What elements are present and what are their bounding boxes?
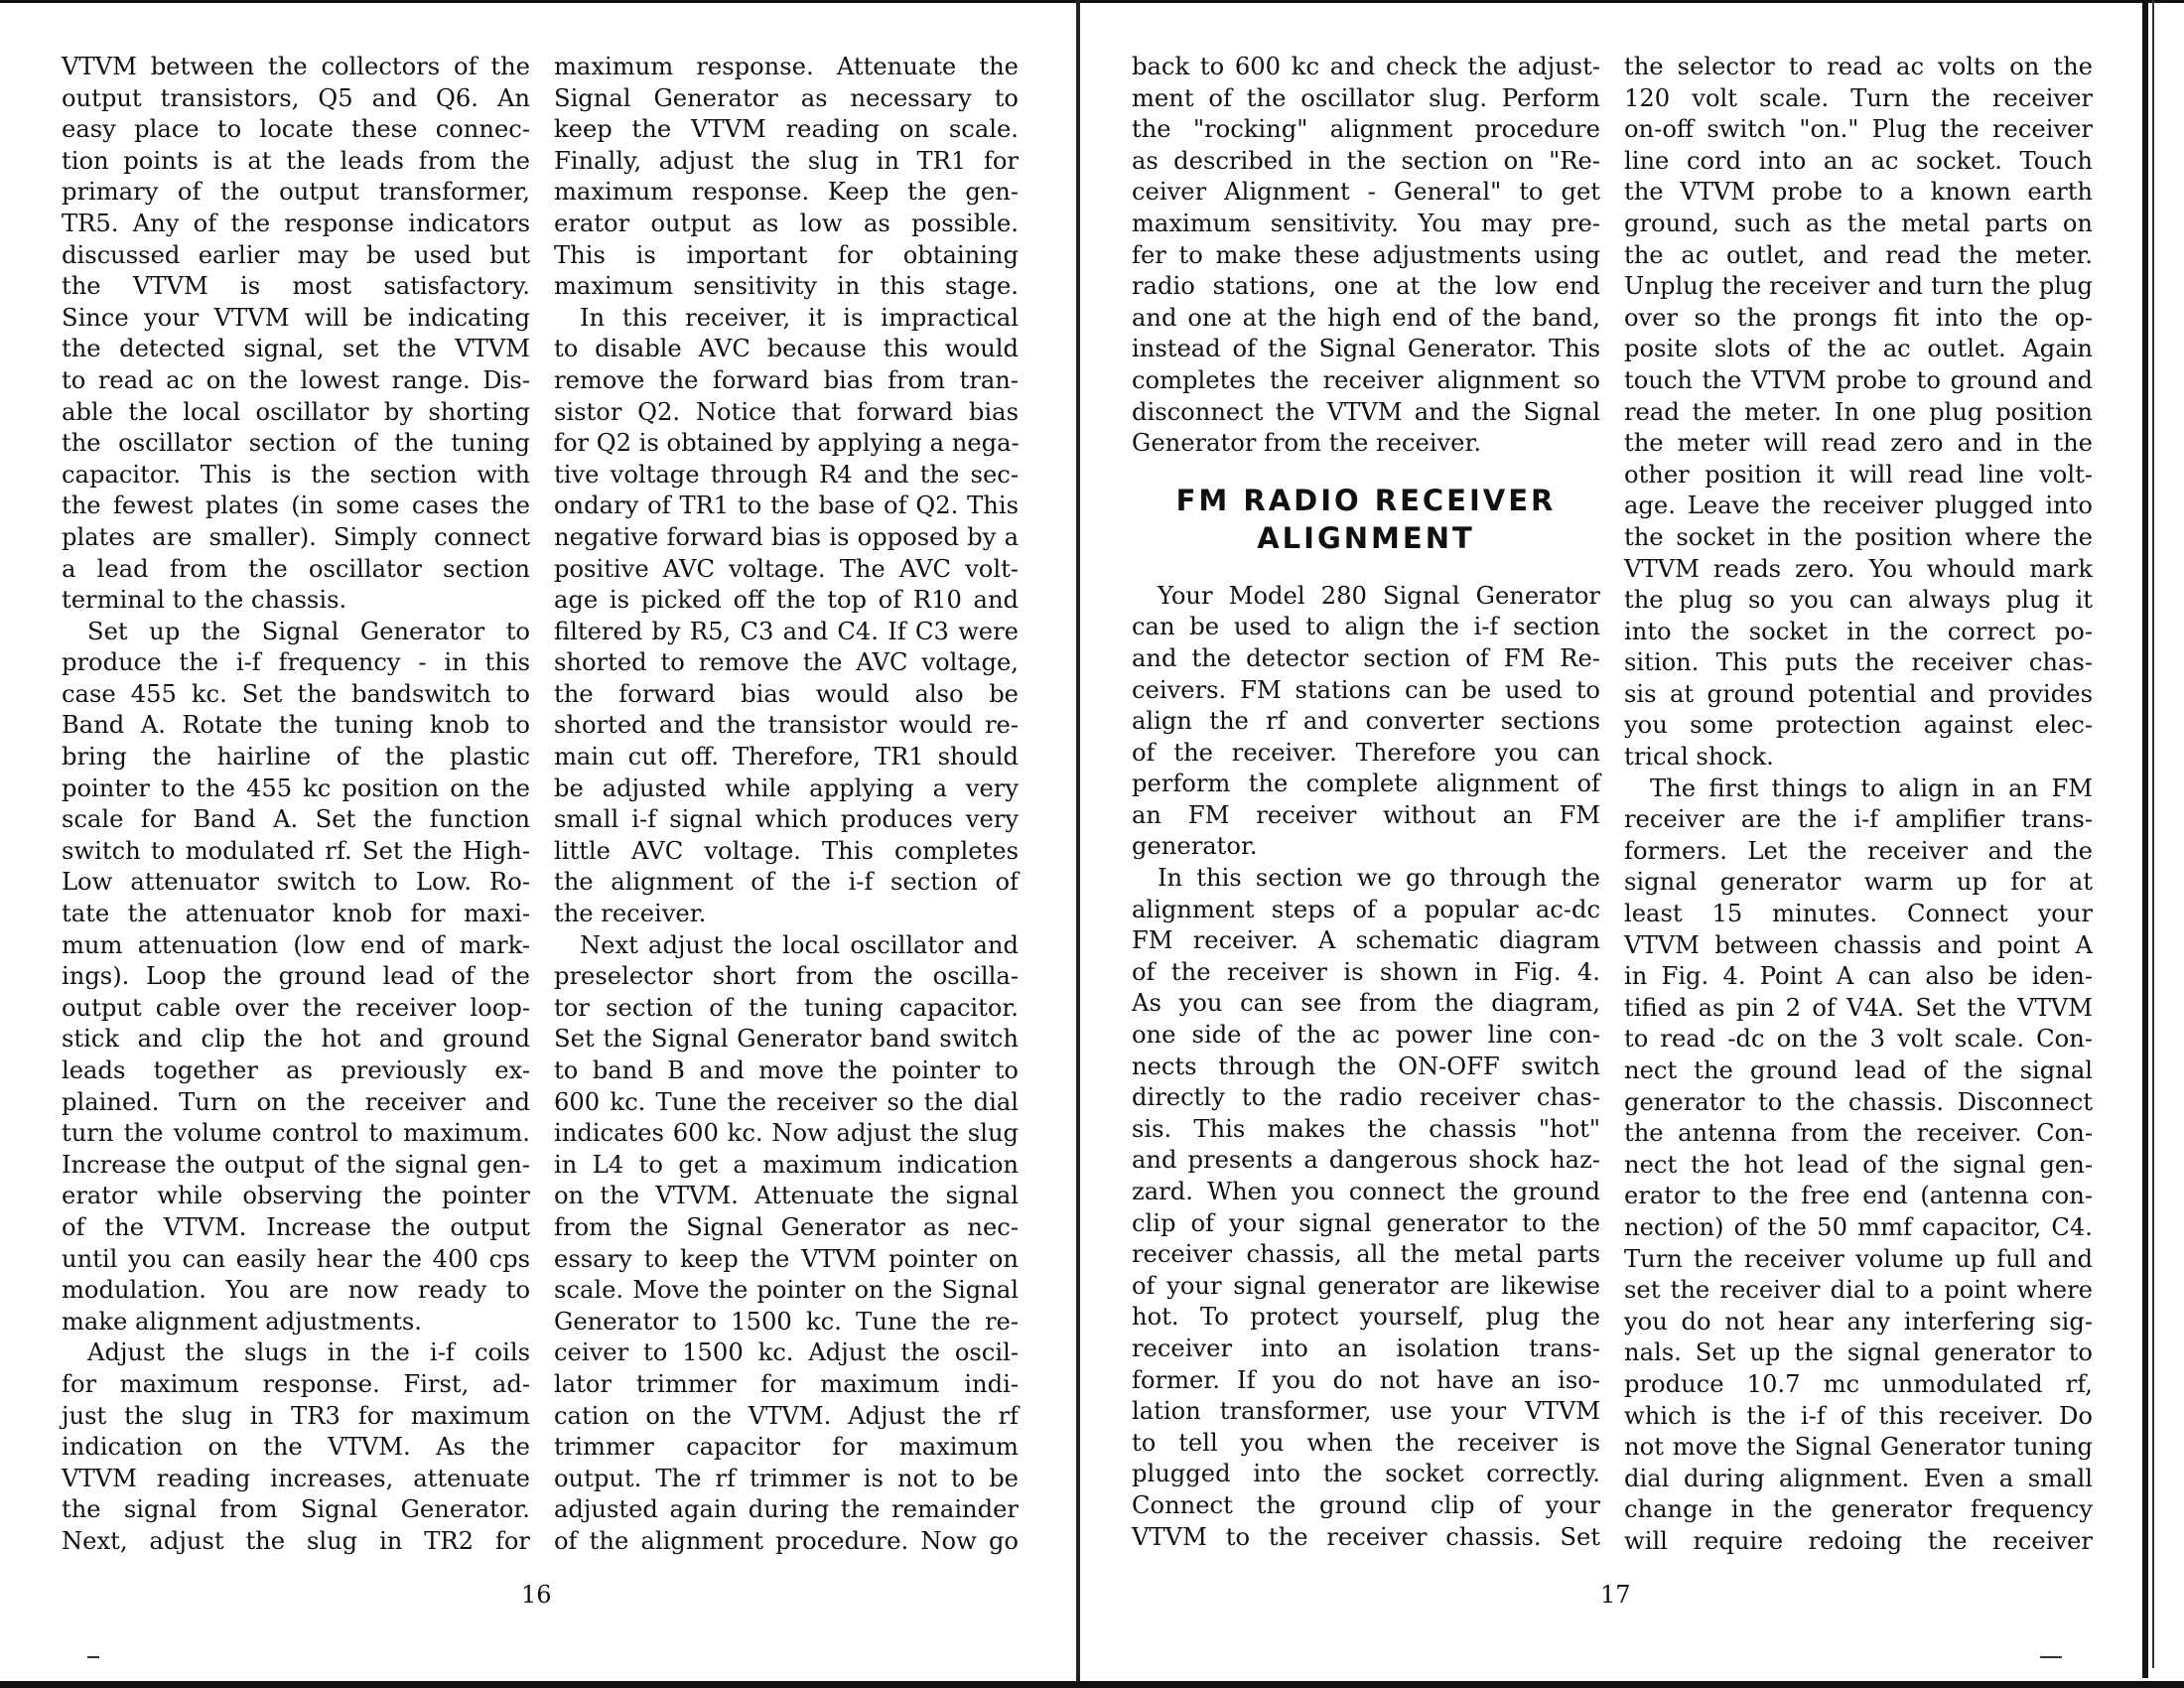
text-line: hot. To protect yourself, plug the [1132,1303,1600,1332]
text-line: the meter will read zero and in the [1624,429,2093,458]
text-line: dial during alignment. Even a small [1624,1464,2093,1492]
page-top-edge [0,0,2184,3]
text-line: of the alignment procedure. Now go [554,1526,1019,1555]
text-line: 120 volt scale. Turn the receiver [1624,83,2093,112]
text-line: sis. This makes the chassis "hot" [1132,1114,1600,1143]
text-line: the "rocking" alignment procedure [1132,115,1600,144]
text-line: and one at the high end of the band, [1132,303,1600,332]
text-line: remove the forward bias from tran- [554,365,1019,394]
text-line: indicates 600 kc. Now adjust the slug [554,1119,1019,1148]
text-line: over so the prongs fit into the op- [1624,303,2093,332]
text-line: Turn the receiver volume up full and [1624,1244,2093,1273]
text-line: the forward bias would also be [554,679,1019,708]
text-line: able the local oscillator by shorting [62,397,530,426]
text-line: adjusted again during the remainder [554,1495,1019,1524]
text-line: cation on the VTVM. Adjust the rf [554,1401,1019,1430]
text-line: clip of your signal generator to the [1132,1208,1600,1237]
text-line: to band B and move the pointer to [554,1056,1019,1084]
text-line: keep the VTVM reading on scale. [554,115,1019,144]
column-text-after-heading [1132,581,1600,1553]
text-line: sition. This puts the receiver chas- [1624,648,2093,677]
text-line: of the receiver. Therefore you can [1132,738,1600,767]
text-line: posite slots of the ac outlet. Again [1624,335,2093,363]
text-line: small i-f signal which produces very [554,805,1019,834]
text-line: nect the hot lead of the signal gen- [1624,1150,2093,1179]
text-line: Signal Generator as necessary to [554,83,1019,112]
text-line: the alignment of the i-f section of [554,868,1019,897]
text-line: the selector to read ac volts on the [1624,53,2093,80]
text-line: leads together as previously ex- [62,1056,530,1084]
scan-speck [2040,1656,2062,1658]
column-text-before-heading [1132,52,1600,460]
text-line: Set the Signal Generator band switch [554,1025,1019,1054]
page-number-right: 17 [1600,1581,1631,1609]
text-line: tate the attenuator knob for maxi- [62,900,530,928]
book-binding-gutter [1076,0,1080,1688]
text-line: Finally, adjust the slug in TR1 for [554,146,1019,175]
text-line: ondary of TR1 to the base of Q2. This [554,492,1019,520]
text-line: Next adjust the local oscillator and [580,930,1019,959]
text-line: directly to the radio receiver chas- [1132,1083,1600,1112]
text-line: produce 10.7 mc unmodulated rf, [1624,1369,2093,1398]
text-line: Unplug the receiver and turn the plug [1624,272,2093,301]
text-line: perform the complete alignment of [1132,770,1600,798]
text-line: signal generator warm up for at [1624,868,2093,897]
text-line: alignment steps of a popular ac-dc [1132,895,1600,923]
text-line: nect the ground lead of the signal [1624,1056,2093,1084]
text-line: mum attenuation (low end of mark- [62,930,530,959]
text-line: VTVM reading increases, attenuate [62,1464,530,1492]
text-line: on-off switch "on." Plug the receiver [1624,115,2093,144]
text-line: sistor Q2. Notice that forward bias [554,397,1019,426]
text-line: lator trimmer for maximum indi- [554,1369,1019,1398]
text-line: one side of the ac power line con- [1132,1021,1600,1050]
right-page-edge-inner [2152,0,2154,1668]
text-line: 600 kc. Tune the receiver so the dial [554,1087,1019,1116]
text-line: line cord into an ac socket. Touch [1624,146,2093,175]
text-line: the signal from Signal Generator. [62,1495,530,1524]
text-line: align the rf and converter sections [1132,707,1600,736]
text-line: read the meter. In one plug position [1624,397,2093,426]
text-line: Your Model 280 Signal Generator [1158,581,1600,610]
text-line: Generator from the receiver. [1132,429,1482,458]
text-line: to read -dc on the 3 volt scale. Con- [1624,1025,2093,1054]
text-line: In this receiver, it is impractical [580,303,1019,332]
text-line: turn the volume control to maximum. [62,1119,530,1148]
text-line: from the Signal Generator as nec- [554,1212,1019,1241]
text-line: maximum response. Attenuate the [554,53,1019,80]
text-line: as described in the section on "Re- [1132,146,1600,175]
text-line: make alignment adjustments. [62,1307,422,1336]
text-line: Band A. Rotate the tuning knob to [62,711,530,740]
text-line: and the detector section of FM Re- [1132,643,1600,672]
text-line: the oscillator section of the tuning [62,429,530,458]
text-line: fer to make these adjustments using [1132,240,1600,269]
text-line: Adjust the slugs in the i-f coils [87,1338,530,1367]
text-line: pointer to the 455 kc position on the [62,774,530,802]
text-line: tion points is at the leads from the [62,146,530,175]
text-line: output cable over the receiver loop- [62,993,530,1022]
text-line: set the receiver dial to a point where [1624,1276,2093,1305]
text-line: radio stations, one at the low end [1132,272,1600,301]
section-heading-line-2: ALIGNMENT [1257,520,1475,555]
text-line: ground, such as the metal parts on [1624,209,2093,237]
page-bottom-edge [0,1681,2184,1688]
text-line: VTVM reads zero. You whould mark [1624,554,2093,583]
text-line: easy place to locate these connec- [62,115,530,144]
text-line: Next, adjust the slug in TR2 for [62,1526,530,1555]
text-line: into the socket in the correct po- [1624,617,2093,645]
text-line: of the VTVM. Increase the output [62,1212,530,1241]
text-line: The first things to align in an FM [1650,774,2093,802]
text-line: to read ac on the lowest range. Dis- [62,365,530,394]
section-heading-line-1: FM RADIO RECEIVER [1175,483,1557,517]
text-line: shorted to remove the AVC voltage, [554,648,1019,677]
text-line: of the receiver is shown in Fig. 4. [1132,957,1600,986]
text-line: VTVM to the receiver chassis. Set [1132,1522,1600,1551]
text-line: not move the Signal Generator tuning [1624,1433,2093,1462]
text-line: little AVC voltage. This completes [554,836,1019,865]
text-line: zard. When you connect the ground [1132,1178,1600,1205]
text-line: the antenna from the receiver. Con- [1624,1119,2093,1148]
text-line: the plug so you can always plug it [1624,586,2093,615]
text-line: nects through the ON-OFF switch [1132,1052,1600,1080]
text-line: erator to the free end (antenna con- [1624,1182,2093,1210]
section-heading [1132,482,1600,557]
text-line: generator to the chassis. Disconnect [1624,1087,2093,1116]
text-line: maximum response. Keep the gen- [554,178,1019,207]
text-line: and presents a dangerous shock haz- [1132,1146,1600,1175]
text-line: the ac outlet, and read the meter. [1624,240,2093,269]
text-line: to disable AVC because this would [554,335,1019,363]
scan-speck [87,1656,99,1658]
text-line: an FM receiver without an FM [1132,800,1600,829]
text-line: sis at ground potential and provides [1624,679,2093,708]
text-line: the VTVM probe to a known earth [1624,178,2093,207]
text-line: modulation. You are now ready to [62,1276,530,1305]
text-line: indication on the VTVM. As the [62,1433,530,1462]
text-line: essary to keep the VTVM pointer on [554,1244,1019,1273]
text-line: erator output as low as possible. [554,209,1019,237]
text-line: maximum sensitivity in this stage. [554,272,1019,301]
text-line: which is the i-f of this receiver. Do [1624,1401,2093,1430]
left-page-column-2 [554,52,1019,1558]
page-number-left: 16 [521,1581,552,1609]
text-line: primary of the output transformer, [62,178,530,207]
text-line: former. If you do not have an iso- [1132,1365,1600,1394]
text-line: plugged into the socket correctly. [1132,1460,1600,1488]
text-line: Connect the ground clip of your [1132,1490,1600,1519]
text-line: As you can see from the diagram, [1132,989,1600,1018]
text-line: the receiver. [554,900,707,928]
text-line: nection) of the 50 mmf capacitor, C4. [1624,1212,2093,1241]
text-line: This is important for obtaining [554,240,1019,269]
left-page-column-1 [62,52,530,1558]
text-line: on the VTVM. Attenuate the signal [554,1182,1019,1210]
right-page-column-2 [1624,52,2093,1558]
text-line: Low attenuator switch to Low. Ro- [62,868,530,897]
text-line: plates are smaller). Simply connect [62,522,530,551]
text-line: Set up the Signal Generator to [87,617,530,645]
text-line: erator while observing the pointer [62,1182,530,1210]
text-line: in L4 to get a maximum indication [554,1150,1019,1179]
text-line: shorted and the transistor would re- [554,711,1019,740]
text-line: VTVM between the collectors of the [62,53,530,80]
text-line: scale for Band A. Set the function [62,805,530,834]
text-line: age is picked off the top of R10 and [554,586,1019,615]
text-line: ings). Loop the ground lead of the [62,962,530,991]
text-line: In this section we go through the [1158,864,1600,893]
text-line: Increase the output of the signal gen- [62,1150,530,1179]
text-line: nals. Set up the signal generator to [1624,1338,2093,1367]
text-line: the socket in the position where the [1624,522,2093,551]
text-line: tive voltage through R4 and the sec- [554,460,1019,489]
text-line: FM receiver. A schematic diagram [1132,926,1600,955]
text-line: switch to modulated rf. Set the High- [62,836,530,865]
text-line: can be used to align the i-f section [1132,613,1600,641]
text-line: ceivers. FM stations can be used to [1132,675,1600,704]
text-line: negative forward bias is opposed by a [554,522,1019,551]
text-line: for Q2 is obtained by applying a nega- [554,429,1020,458]
text-line: least 15 minutes. Connect your [1624,900,2093,928]
text-line: in Fig. 4. Point A can also be iden- [1624,962,2093,991]
text-line: just the slug in TR3 for maximum [62,1401,530,1430]
text-line: trical shock. [1624,743,1774,772]
right-page-edge [2142,0,2148,1678]
text-line: stick and clip the hot and ground [62,1025,530,1054]
text-line: VTVM between chassis and point A [1624,930,2093,959]
text-line: the fewest plates (in some cases the [62,492,530,520]
text-line: will require redoing the receiver [1624,1526,2093,1555]
text-line: you do not hear any interfering sig- [1624,1307,2093,1336]
text-line: touch the VTVM probe to ground and [1624,365,2093,394]
text-line: a lead from the oscillator section [62,554,530,583]
text-line: Since your VTVM will be indicating [62,303,530,332]
text-line: plained. Turn on the receiver and [62,1087,530,1116]
text-line: the detected signal, set the VTVM [62,335,530,363]
text-line: change in the generator frequency [1624,1495,2093,1524]
text-line: ceiver to 1500 kc. Adjust the oscil- [554,1338,1019,1367]
text-line: be adjusted while applying a very [554,774,1019,802]
text-line: main cut off. Therefore, TR1 should [554,743,1019,772]
text-line: age. Leave the receiver plugged into [1624,492,2093,520]
text-line: preselector short from the oscilla- [554,962,1019,991]
text-line: bring the hairline of the plastic [62,743,530,772]
text-line: discussed earlier may be used but [62,240,530,269]
text-line: Generator to 1500 kc. Tune the re- [554,1307,1019,1336]
text-line: generator. [1132,832,1258,861]
text-line: for maximum response. First, ad- [62,1369,530,1398]
text-line: completes the receiver alignment so [1132,365,1600,394]
text-line: formers. Let the receiver and the [1624,836,2093,865]
text-line: to tell you when the receiver is [1132,1428,1600,1457]
text-line: tor section of the tuning capacitor. [554,993,1019,1022]
text-line: TR5. Any of the response indicators [62,209,530,237]
text-line: disconnect the VTVM and the Signal [1132,397,1600,426]
text-line: capacitor. This is the section with [62,460,530,489]
text-line: trimmer capacitor for maximum [554,1433,1019,1462]
text-line: receiver chassis, all the metal parts [1132,1240,1600,1269]
text-line: ceiver Alignment - General" to get [1132,178,1600,207]
text-line: receiver are the i-f amplifier trans- [1624,805,2093,834]
text-line: output. The rf trimmer is not to be [554,1464,1019,1492]
text-line: tified as pin 2 of V4A. Set the VTVM [1624,993,2093,1022]
text-line: produce the i-f frequency - in this [62,648,530,677]
right-page-column-1 [1132,52,1600,1553]
text-line: you some protection against elec- [1624,711,2093,740]
text-line: terminal to the chassis. [62,586,347,615]
text-line: receiver into an isolation trans- [1132,1334,1600,1362]
text-line: instead of the Signal Generator. This [1132,335,1600,363]
text-line: case 455 kc. Set the bandswitch to [62,679,530,708]
text-line: scale. Move the pointer on the Signal [554,1276,1019,1305]
text-line: filtered by R5, C3 and C4. If C3 were [554,617,1019,645]
text-line: the VTVM is most satisfactory. [62,272,530,301]
text-line: maximum sensitivity. You may pre- [1132,209,1600,237]
text-line: output transistors, Q5 and Q6. An [62,83,530,112]
text-line: until you can easily hear the 400 cps [62,1244,530,1273]
text-line: of your signal generator are likewise [1132,1271,1600,1300]
text-line: lation transformer, use your VTVM [1132,1397,1600,1426]
text-line: back to 600 kc and check the adjust- [1132,53,1600,80]
text-line: other position it will read line volt- [1624,460,2093,489]
text-line: ment of the oscillator slug. Perform [1132,83,1600,112]
text-line: positive AVC voltage. The AVC volt- [554,554,1019,583]
